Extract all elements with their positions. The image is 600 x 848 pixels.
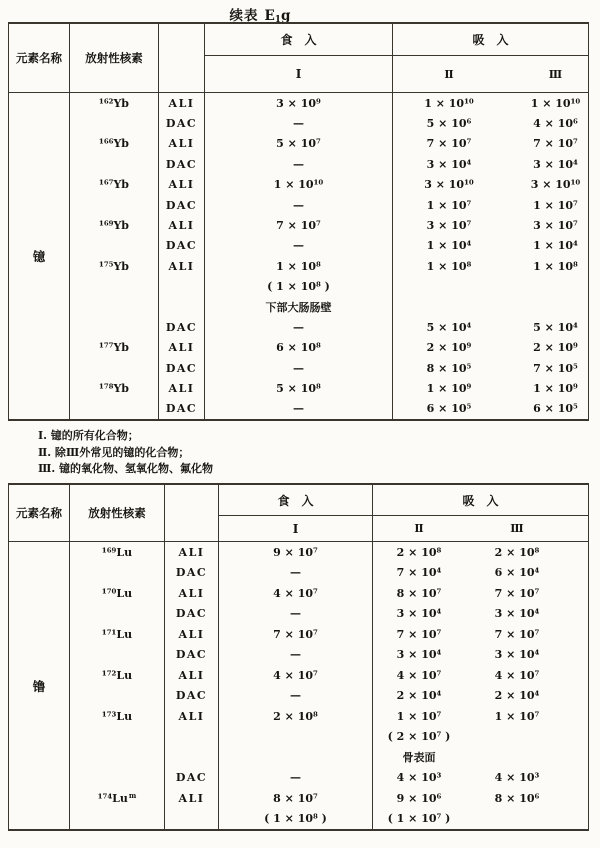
- ingestion-value: [219, 747, 373, 768]
- header-col-iii: Ⅲ: [548, 67, 563, 81]
- nuclide-label: ¹⁷³Lu: [70, 706, 165, 727]
- inhalation-ii-value: 7 × 10⁷: [396, 627, 442, 641]
- table-row: [70, 809, 588, 830]
- table-row: [70, 195, 588, 215]
- nuclide-label: [70, 317, 159, 337]
- header-col-i: Ⅰ: [292, 521, 299, 536]
- title-suffix: g: [281, 8, 291, 24]
- header-col-i: Ⅰ: [295, 67, 302, 81]
- ingestion-paren-value: ( 1 × 10⁸ ): [219, 809, 373, 830]
- inhalation-ii-value: 1 × 10¹⁰: [424, 96, 474, 110]
- inhalation-ii-value: 1 × 10⁹: [426, 381, 472, 395]
- ingestion-value: —: [205, 358, 393, 378]
- table-row: [70, 563, 588, 584]
- inhalation-ii-value: 1 × 10⁷: [396, 709, 442, 723]
- inhalation-iii-value: 6 × 10⁴: [494, 566, 540, 580]
- inhalation-ii-value: 1 × 10⁸: [426, 259, 472, 273]
- table-row: [70, 175, 588, 195]
- inhalation-ii-value: 8 × 10⁷: [396, 586, 442, 600]
- inhalation-cell: [393, 358, 588, 378]
- ali-dac-label: ALI: [159, 93, 205, 113]
- ingestion-value: —: [205, 236, 393, 256]
- inhalation-cell: [393, 134, 588, 154]
- table-row: [70, 399, 588, 419]
- ingestion-value: 7 × 10⁷: [219, 624, 373, 645]
- table-row: [70, 276, 588, 296]
- inhalation-iii-value: 2 × 10⁴: [494, 689, 540, 703]
- table-row: [70, 747, 588, 768]
- ali-dac-label: DAC: [159, 113, 205, 133]
- inhalation-iii-value: 1 × 10⁸: [533, 259, 578, 273]
- nuclide-label: ¹⁷⁸Yb: [70, 378, 159, 398]
- nuclide-label: [70, 809, 165, 830]
- ali-dac-label: ALI: [159, 175, 205, 195]
- nuclide-label: ¹⁶⁷Yb: [70, 175, 159, 195]
- inhalation-ii-value: 3 × 10¹⁰: [424, 178, 474, 192]
- footnote-ii: Ⅱ. 除Ⅲ外常见的镱的化合物；: [38, 445, 190, 459]
- inhalation-ii-value: 3 × 10⁴: [426, 157, 472, 171]
- ingestion-value: 1 × 10¹⁰: [205, 175, 393, 195]
- ingestion-value: 9 × 10⁷: [219, 542, 373, 563]
- header-group-ingestion: [205, 24, 393, 92]
- inhalation-cell: [393, 154, 588, 174]
- nuclide-mass-label: ¹⁷⁴Lu: [97, 791, 128, 805]
- table-body: [9, 542, 588, 829]
- inhalation-cell: [373, 604, 588, 625]
- ingestion-value: —: [205, 399, 393, 419]
- inhalation-iii-value: 1 × 10¹⁰: [530, 96, 581, 110]
- table-row: [70, 317, 588, 337]
- table-row: [70, 665, 588, 686]
- ingestion-value: 1 × 10⁸: [205, 256, 393, 276]
- table-row: [70, 236, 588, 256]
- inhalation-cell: [393, 93, 588, 113]
- ali-dac-label: [165, 727, 219, 748]
- table-header: [9, 24, 588, 93]
- inhalation-iii-value: 7 × 10⁷: [494, 627, 540, 641]
- inhalation-cell: [393, 317, 588, 337]
- table-row: [70, 338, 588, 358]
- table-lutetium: [8, 483, 589, 831]
- ingestion-value: —: [219, 563, 373, 584]
- header-ingestion-label: 食 入: [219, 485, 372, 516]
- footnote-i: Ⅰ. 镱的所有化合物；: [38, 429, 139, 442]
- nuclide-label: ¹⁷²Lu: [70, 665, 165, 686]
- ingestion-value: —: [205, 317, 393, 337]
- inhalation-cell: [393, 175, 588, 195]
- nuclide-label: ¹⁷⁰Lu: [70, 583, 165, 604]
- ali-dac-label: DAC: [165, 563, 219, 584]
- inhalation-iii-value: 3 × 10¹⁰: [530, 178, 581, 192]
- inhalation-cell: [373, 665, 588, 686]
- ingestion-value: —: [219, 686, 373, 707]
- inhalation-cell: [393, 297, 588, 317]
- inhalation-cell: [373, 809, 588, 830]
- table-row: [70, 93, 588, 113]
- nuclide-label: [70, 113, 159, 133]
- table-row: [70, 727, 588, 748]
- table-row: [70, 706, 588, 727]
- ali-dac-label: DAC: [165, 768, 219, 789]
- table-row: [70, 378, 588, 398]
- ali-dac-label: ALI: [159, 134, 205, 154]
- inhalation-iii-value: 1 × 10⁴: [533, 239, 578, 253]
- table-ytterbium: [8, 22, 589, 421]
- inhalation-ii-value: 3 × 10⁴: [396, 607, 442, 621]
- ali-dac-label: ALI: [165, 624, 219, 645]
- table-rows: [70, 542, 588, 829]
- ali-dac-label: ALI: [165, 706, 219, 727]
- ali-dac-label: [165, 809, 219, 830]
- title-prefix: 续表: [229, 8, 259, 24]
- table-header: [9, 485, 588, 542]
- ali-dac-label: DAC: [159, 358, 205, 378]
- inhalation-ii-value: 2 × 10⁴: [396, 689, 442, 703]
- ali-dac-label: [159, 297, 205, 317]
- ingestion-value: —: [219, 604, 373, 625]
- inhalation-ii-value: 3 × 10⁷: [426, 218, 472, 232]
- nuclide-label: ¹⁶⁶Yb: [70, 134, 159, 154]
- nuclide-label: [70, 297, 159, 317]
- table-row: [70, 358, 588, 378]
- header-radionuclide: 放射性核素: [70, 485, 165, 541]
- table-row: [70, 215, 588, 235]
- ali-dac-label: DAC: [165, 686, 219, 707]
- ali-dac-label: DAC: [159, 399, 205, 419]
- inhalation-iii-value: 2 × 10⁸: [494, 545, 540, 559]
- table-rows: [70, 93, 588, 419]
- nuclide-label: [70, 399, 159, 419]
- nuclide-label: [70, 645, 165, 666]
- footnotes: [38, 428, 213, 478]
- ali-dac-label: DAC: [159, 236, 205, 256]
- ingestion-value: 2 × 10⁸: [219, 706, 373, 727]
- inhalation-cell: [393, 215, 588, 235]
- footnote-iii: Ⅲ. 镱的氧化物、氢氧化物、氟化物: [38, 462, 214, 475]
- ingestion-value: 8 × 10⁷: [219, 788, 373, 809]
- nuclide-label: [70, 686, 165, 707]
- inhalation-ii-value: 6 × 10⁵: [426, 402, 472, 416]
- nuclide-label: ¹⁶⁹Lu: [70, 542, 165, 563]
- inhalation-cell: [373, 624, 588, 645]
- inhalation-iii-value: 3 × 10⁴: [494, 607, 540, 621]
- inhalation-cell: [373, 747, 588, 768]
- inhalation-iii-value: 4 × 10⁷: [494, 668, 540, 682]
- organ-note: 下部大肠肠壁: [205, 297, 393, 317]
- nuclide-label: [70, 236, 159, 256]
- inhalation-ii-value: 9 × 10⁶: [396, 791, 442, 805]
- header-group-inhalation: [373, 485, 588, 541]
- inhalation-cell: [393, 338, 588, 358]
- inhalation-iii-value: 4 × 10³: [494, 771, 540, 785]
- element-name: 镱: [9, 93, 70, 419]
- ingestion-value: 5 × 10⁸: [205, 378, 393, 398]
- table-row: [70, 256, 588, 276]
- inhalation-ii-value: 5 × 10⁴: [426, 320, 472, 334]
- inhalation-ii-value: 3 × 10⁴: [396, 648, 442, 662]
- title-symbol: E: [264, 8, 275, 24]
- ingestion-value: 7 × 10⁷: [205, 215, 393, 235]
- header-element-name: 元素名称: [9, 485, 70, 541]
- organ-note: 骨表面: [402, 751, 436, 765]
- table-row: [70, 768, 588, 789]
- header-group-inhalation: [393, 24, 588, 92]
- inhalation-cell: [373, 727, 588, 748]
- nuclide-label: [70, 788, 165, 809]
- nuclide-label: [70, 604, 165, 625]
- ali-dac-label: [159, 276, 205, 296]
- inhalation-ii-value: 4 × 10³: [396, 771, 442, 785]
- ali-dac-label: DAC: [159, 317, 205, 337]
- inhalation-iii-value: 7 × 10⁷: [533, 137, 578, 151]
- nuclide-label: [70, 276, 159, 296]
- nuclide-label: [70, 358, 159, 378]
- inhalation-ii-paren-value: ( 1 × 10⁷ ): [387, 812, 451, 826]
- inhalation-cell: [373, 583, 588, 604]
- table-row: [70, 604, 588, 625]
- ali-dac-label: [165, 747, 219, 768]
- inhalation-ii-value: 7 × 10⁴: [396, 566, 442, 580]
- inhalation-ii-value: 8 × 10⁵: [426, 361, 472, 375]
- inhalation-iii-value: 7 × 10⁷: [494, 586, 540, 600]
- ingestion-value: 6 × 10⁸: [205, 338, 393, 358]
- table-row: [70, 583, 588, 604]
- header-col-iii: Ⅲ: [510, 522, 524, 535]
- ingestion-value: 5 × 10⁷: [205, 134, 393, 154]
- element-name: 镥: [9, 542, 70, 829]
- inhalation-iii-value: 3 × 10⁴: [533, 157, 578, 171]
- inhalation-cell: [373, 706, 588, 727]
- inhalation-iii-value: 4 × 10⁶: [533, 117, 578, 131]
- inhalation-ii-value: 1 × 10⁷: [426, 198, 472, 212]
- inhalation-iii-value: 6 × 10⁵: [533, 402, 578, 416]
- header-col-ii-iii: [393, 56, 588, 92]
- header-element-name: 元素名称: [9, 24, 70, 92]
- table-row: [70, 154, 588, 174]
- table-body: [9, 93, 588, 419]
- header-col-ii: Ⅱ: [414, 522, 424, 535]
- inhalation-cell: [373, 788, 588, 809]
- header-col-ii-iii: [373, 516, 588, 541]
- ali-dac-label: ALI: [159, 338, 205, 358]
- nuclide-label: ¹⁷¹Lu: [70, 624, 165, 645]
- inhalation-iii-value: 3 × 10⁴: [494, 648, 540, 662]
- ingestion-value: —: [219, 645, 373, 666]
- inhalation-cell: [373, 768, 588, 789]
- table-row: [70, 297, 588, 317]
- ali-dac-label: ALI: [165, 542, 219, 563]
- inhalation-cell: [393, 236, 588, 256]
- nuclide-label: ¹⁷⁵Yb: [70, 256, 159, 276]
- nuclide-label: ¹⁷⁷Yb: [70, 338, 159, 358]
- nuclide-label: [70, 154, 159, 174]
- header-ingestion-label: 食 入: [205, 24, 392, 56]
- ali-dac-label: ALI: [165, 665, 219, 686]
- ingestion-value: —: [205, 154, 393, 174]
- inhalation-ii-value: 2 × 10⁸: [396, 545, 442, 559]
- nuclide-label: [70, 747, 165, 768]
- inhalation-ii-paren-value: ( 2 × 10⁷ ): [387, 730, 451, 744]
- table-row: [70, 788, 588, 809]
- inhalation-iii-value: 5 × 10⁴: [533, 320, 578, 334]
- table-row: [70, 113, 588, 133]
- header-empty-cell: [165, 485, 219, 541]
- ali-dac-label: ALI: [165, 788, 219, 809]
- inhalation-ii-value: 1 × 10⁴: [426, 239, 472, 253]
- inhalation-cell: [393, 113, 588, 133]
- inhalation-iii-value: 8 × 10⁶: [494, 791, 540, 805]
- header-radionuclide: 放射性核素: [70, 24, 159, 92]
- header-col-ii: Ⅱ: [444, 67, 454, 81]
- inhalation-iii-value: 2 × 10⁹: [533, 341, 578, 355]
- header-empty-cell: [159, 24, 205, 92]
- table-row: [70, 134, 588, 154]
- nuclide-label: ¹⁶⁹Yb: [70, 215, 159, 235]
- ali-dac-label: DAC: [159, 195, 205, 215]
- inhalation-iii-value: 1 × 10⁷: [494, 709, 540, 723]
- inhalation-iii-value: 3 × 10⁷: [533, 218, 578, 232]
- ali-dac-label: ALI: [159, 378, 205, 398]
- nuclide-label: [70, 563, 165, 584]
- table-row: [70, 645, 588, 666]
- header-inhalation-label: 吸 入: [373, 485, 588, 516]
- ingestion-value: 3 × 10⁹: [205, 93, 393, 113]
- header-group-ingestion: [219, 485, 373, 541]
- inhalation-iii-value: 1 × 10⁹: [533, 381, 578, 395]
- inhalation-cell: [373, 686, 588, 707]
- ingestion-value: —: [205, 113, 393, 133]
- inhalation-iii-value: 7 × 10⁵: [533, 361, 578, 375]
- header-inhalation-label: 吸 入: [393, 24, 588, 56]
- nuclide-label: [70, 727, 165, 748]
- inhalation-cell: [373, 542, 588, 563]
- nuclide-label: [70, 768, 165, 789]
- table-row: [70, 624, 588, 645]
- ali-dac-label: DAC: [165, 645, 219, 666]
- inhalation-cell: [393, 195, 588, 215]
- ingestion-value: —: [205, 195, 393, 215]
- ingestion-value: 4 × 10⁷: [219, 665, 373, 686]
- ali-dac-label: ALI: [159, 215, 205, 235]
- table-row: [70, 542, 588, 563]
- nuclide-label: [70, 195, 159, 215]
- inhalation-iii-value: 1 × 10⁷: [533, 198, 578, 212]
- inhalation-cell: [393, 399, 588, 419]
- isomer-m-label: m: [128, 791, 137, 800]
- inhalation-cell: [373, 563, 588, 584]
- ali-dac-label: ALI: [165, 583, 219, 604]
- title-subscript: 1: [274, 15, 282, 25]
- ingestion-value: [219, 727, 373, 748]
- inhalation-ii-value: 4 × 10⁷: [396, 668, 442, 682]
- ali-dac-label: DAC: [165, 604, 219, 625]
- nuclide-label: ¹⁶²Yb: [70, 93, 159, 113]
- inhalation-ii-value: 5 × 10⁶: [426, 117, 472, 131]
- inhalation-cell: [393, 378, 588, 398]
- ingestion-paren-value: ( 1 × 10⁸ ): [205, 276, 393, 296]
- inhalation-cell: [373, 645, 588, 666]
- table-row: [70, 686, 588, 707]
- ingestion-value: —: [219, 768, 373, 789]
- ingestion-value: 4 × 10⁷: [219, 583, 373, 604]
- inhalation-cell: [393, 276, 588, 296]
- inhalation-ii-value: 7 × 10⁷: [426, 137, 472, 151]
- inhalation-cell: [393, 256, 588, 276]
- inhalation-ii-value: 2 × 10⁹: [426, 341, 472, 355]
- ali-dac-label: ALI: [159, 256, 205, 276]
- ali-dac-label: DAC: [159, 154, 205, 174]
